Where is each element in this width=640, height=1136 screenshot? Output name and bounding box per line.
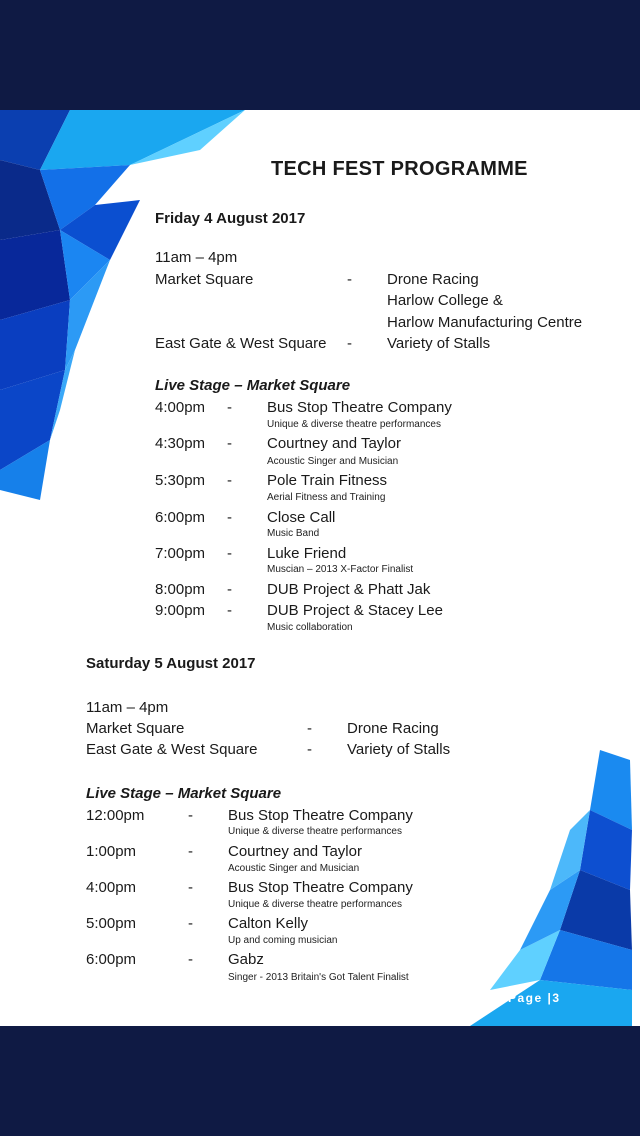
act-name: Close Call xyxy=(267,509,336,526)
act-time: 7:00pm xyxy=(155,545,206,562)
friday-hours: 11am – 4pm xyxy=(155,249,238,266)
act-name: DUB Project & Stacey Lee xyxy=(267,602,443,619)
act-description: Unique & diverse theatre performances xyxy=(228,899,402,910)
friday-venue-place: East Gate & West Square xyxy=(155,335,327,352)
act-description: Muscian – 2013 X-Factor Finalist xyxy=(267,564,414,575)
programme-page xyxy=(0,110,640,1026)
friday-venue-activity: Variety of Stalls xyxy=(387,335,491,352)
act-dash: - xyxy=(227,509,232,526)
saturday-venue-activity: Drone Racing xyxy=(347,720,439,737)
act-time: 8:00pm xyxy=(155,581,206,598)
act-name: Bus Stop Theatre Company xyxy=(267,399,452,416)
act-time: 4:30pm xyxy=(155,435,206,452)
act-name: Gabz xyxy=(228,951,264,968)
act-time: 9:00pm xyxy=(155,602,206,619)
act-description: Music collaboration xyxy=(267,622,353,633)
page-title: TECH FEST PROGRAMME xyxy=(271,158,528,180)
saturday-hours: 11am – 4pm xyxy=(86,699,169,716)
friday-venue-activity: Harlow Manufacturing Centre xyxy=(387,314,583,331)
venue-dash: - xyxy=(347,335,352,352)
page-number: Page |3 xyxy=(508,991,561,1005)
act-description: Acoustic Singer and Musician xyxy=(228,863,360,874)
act-time: 4:00pm xyxy=(86,879,137,896)
friday-venue-activity: Drone Racing xyxy=(387,271,479,288)
act-dash: - xyxy=(227,581,232,598)
act-time: 12:00pm xyxy=(86,807,145,824)
act-time: 6:00pm xyxy=(155,509,206,526)
act-name: Courtney and Taylor xyxy=(267,435,401,452)
act-dash: - xyxy=(188,879,193,896)
act-time: 4:00pm xyxy=(155,399,206,416)
venue-dash: - xyxy=(347,271,352,288)
saturday-heading: Saturday 5 August 2017 xyxy=(86,655,256,672)
act-description: Unique & diverse theatre performances xyxy=(267,419,441,430)
friday-stage-heading: Live Stage – Market Square xyxy=(155,377,351,394)
act-dash: - xyxy=(227,472,232,489)
act-name: Calton Kelly xyxy=(228,915,309,932)
venue-dash: - xyxy=(307,720,312,737)
act-description: Unique & diverse theatre performances xyxy=(228,826,402,837)
blue-polygon-decoration xyxy=(0,110,250,510)
friday-heading: Friday 4 August 2017 xyxy=(155,210,306,227)
act-time: 1:00pm xyxy=(86,843,137,860)
act-time: 5:00pm xyxy=(86,915,137,932)
act-dash: - xyxy=(227,399,232,416)
act-name: Bus Stop Theatre Company xyxy=(228,879,413,896)
act-description: Acoustic Singer and Musician xyxy=(267,456,399,467)
bottom-frame xyxy=(0,1026,640,1136)
act-time: 5:30pm xyxy=(155,472,206,489)
act-name: Courtney and Taylor xyxy=(228,843,362,860)
act-description: Music Band xyxy=(267,528,320,539)
saturday-venue-activity: Variety of Stalls xyxy=(347,741,451,758)
act-dash: - xyxy=(227,602,232,619)
act-dash: - xyxy=(188,843,193,860)
saturday-venue-place: East Gate & West Square xyxy=(86,741,258,758)
top-frame xyxy=(0,0,640,110)
act-name: Pole Train Fitness xyxy=(267,472,388,489)
saturday-venue-place: Market Square xyxy=(86,720,185,737)
act-dash: - xyxy=(227,545,232,562)
act-name: Bus Stop Theatre Company xyxy=(228,807,413,824)
act-dash: - xyxy=(227,435,232,452)
act-description: Aerial Fitness and Training xyxy=(267,492,386,503)
act-time: 6:00pm xyxy=(86,951,137,968)
act-name: Luke Friend xyxy=(267,545,347,562)
act-dash: - xyxy=(188,807,193,824)
saturday-stage-heading: Live Stage – Market Square xyxy=(86,785,282,802)
friday-venue-activity: Harlow College & xyxy=(387,292,503,309)
act-description: Singer - 2013 Britain's Got Talent Finalist xyxy=(228,972,409,983)
act-dash: - xyxy=(188,915,193,932)
friday-venue-place: Market Square xyxy=(155,271,254,288)
act-name: DUB Project & Phatt Jak xyxy=(267,581,431,598)
act-description: Up and coming musician xyxy=(228,935,338,946)
act-dash: - xyxy=(188,951,193,968)
venue-dash: - xyxy=(307,741,312,758)
blue-polygon-decoration-bottom xyxy=(460,750,640,1026)
